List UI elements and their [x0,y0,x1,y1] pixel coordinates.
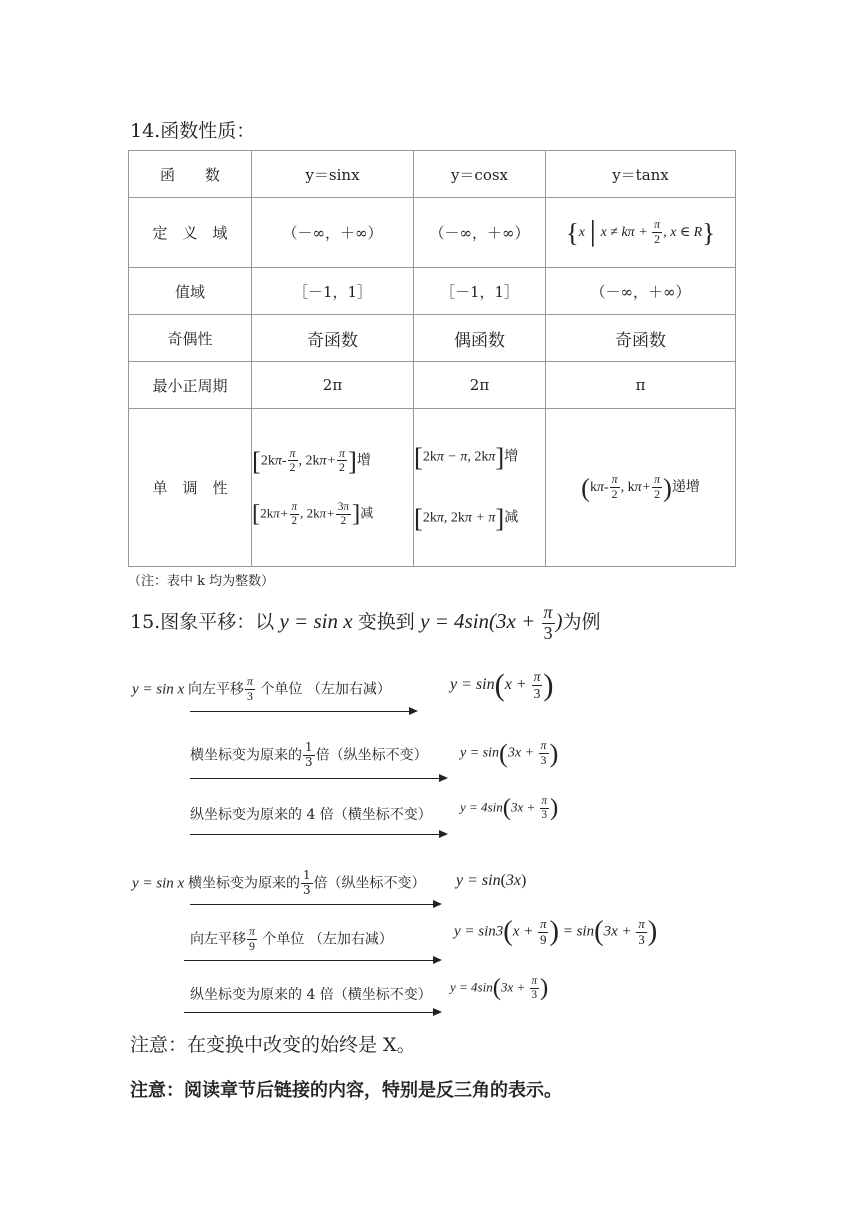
domain-sin: （－∞，＋∞） [252,198,414,268]
monotonic-sin: [2kπ- $\frac{\pi}{2}$ , 2kπ+ $\frac{\pi}{2}$ ]增 [2kπ+ $\frac{\pi}{2}$ , 2kπ+ $\frac{3\pi}{2}$ ]减 [252,409,414,567]
cos-decreasing-label: 减 [504,510,519,526]
decreasing-label: 减 [360,505,374,521]
section-14-title: 14.函数性质： [130,120,256,142]
transform1-step2-result: y = sin(3x + $\frac{\pi}{3}$ ) [460,738,559,769]
transform2-step2-arrow [184,960,440,961]
transform1-step3-result: y = 4sin(3x + $\frac{\pi}{3}$ ) [460,794,559,822]
header-tan: y＝tanx [546,151,736,198]
transform1-step2-arrow [190,778,446,779]
function-properties-table [128,150,736,567]
monotonic-tan: (kπ- $\frac{\pi}{2}$ , kπ+ $\frac{\pi}{2}$ )递增 [546,409,736,567]
header-cos: y＝cosx [414,151,546,198]
transform2-step3-label: 纵坐标变为原来的 4 倍（横坐标不变） [190,987,432,1003]
header-sin: y＝sinx [252,151,414,198]
parity-tan: 奇函数 [546,315,736,362]
transform1-step3-label: 纵坐标变为原来的 4 倍（横坐标不变） [190,807,432,823]
period-tan: π [546,362,736,409]
transform2-step2-label: 向左平移 $\frac{\pi}{9}$ 个单位 （左加右减） [190,924,393,953]
transform1-step3-arrow [190,834,446,835]
header-function: 函 数 [129,151,252,198]
period-cos: 2π [414,362,546,409]
cos-increasing-label: 增 [504,449,519,465]
row-monotonic-label: 单 调 性 [129,409,252,567]
transform2-step2-result: y = sin3(x + $\frac{\pi}{9}$ ) = sin(3x + $\frac{\pi}{3}$ ) [454,916,658,947]
range-sin: ［－1，1］ [252,268,414,315]
note-reading: 注意：阅读章节后链接的内容，特别是反三角的表示。 [130,1080,562,1101]
transform1-step1-arrow [190,711,416,712]
domain-tan: {x│x ≠ kπ + $\frac{\pi}{2}$ , x ∈ R} [546,198,736,268]
monotonic-cos: [2kπ − π, 2kπ]增 [2kπ, 2kπ + π]减 [414,409,546,567]
transform2-step1-label: y = sin x 横坐标变为原来的 $\frac{1}{3}$ 倍（纵坐标不变） [132,868,426,897]
row-range-label: 值域 [129,268,252,315]
transform1-step1-label: y = sin x 向左平移 $\frac{\pi}{3}$ 个单位 （左加右减） [132,674,391,703]
transform2-step1-result: y = sin(3x) [456,872,527,889]
table-note: （注：表中 k 均为整数） [128,574,275,589]
domain-cos: （－∞，＋∞） [414,198,546,268]
transform1-step1-result: y = sin(x + $\frac{\pi}{3}$ ) [450,668,554,702]
row-parity-label: 奇偶性 [129,315,252,362]
tan-increasing-label: 递增 [671,479,700,495]
parity-sin: 奇函数 [252,315,414,362]
transform2-step3-result: y = 4sin(3x + $\frac{\pi}{3}$ ) [450,974,549,1002]
increasing-label: 增 [356,453,371,469]
transform2-step3-arrow [184,1012,440,1013]
row-period-label: 最小正周期 [129,362,252,409]
parity-cos: 偶函数 [414,315,546,362]
transform1-step2-label: 横坐标变为原来的 $\frac{1}{3}$ 倍（纵坐标不变） [190,740,428,769]
range-cos: ［－1，1］ [414,268,546,315]
transform2-step1-arrow [190,904,440,905]
section-15-title: 15.图象平移：以 y = sin x 变换到 y = 4sin(3x + $\frac{\pi}{3}$ )为例 [130,602,601,643]
range-tan: （－∞，＋∞） [546,268,736,315]
period-sin: 2π [252,362,414,409]
note-transform: 注意：在变换中改变的始终是 X。 [130,1034,416,1056]
row-domain-label: 定 义 域 [129,198,252,268]
